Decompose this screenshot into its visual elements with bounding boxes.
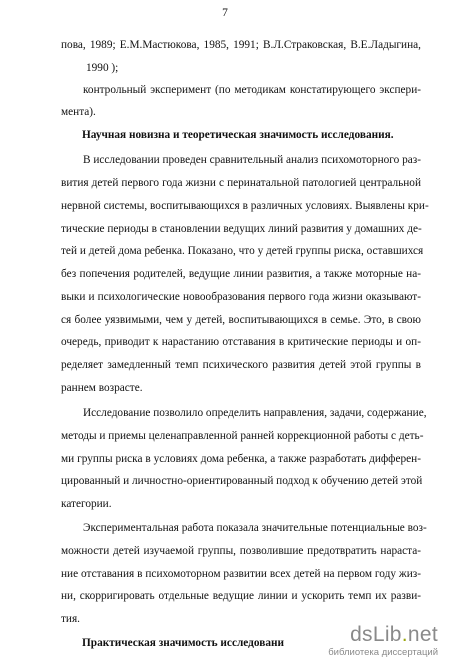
- text-line: ни, скорригировать отдельные ведущие линии и ускорить темп их разви-: [61, 590, 421, 602]
- text-line: раннем возрасте.: [61, 382, 143, 394]
- dslib-watermark-logo: [328, 624, 438, 658]
- text-line: ние отставания в психомоторном развитии всех детей на первом году жиз-: [61, 568, 421, 580]
- text-line: можности детей изучаемой группы, позволившие предотвратить нараста-: [61, 545, 421, 557]
- text-line: тия.: [61, 613, 81, 625]
- text-line: мента).: [61, 106, 96, 118]
- text-line: пова, 1989; Е.М.Мастюкова, 1985, 1991; В.Л.Страковская, В.Е.Ладыгина,: [61, 39, 421, 51]
- text-line: Исследование позволило определить направления, задачи, содержание,: [83, 407, 427, 419]
- text-line: цированный и личностно-ориентированный подход к обучению детей этой: [61, 475, 423, 487]
- text-line: нервной системы, воспитывающихся в различных условиях. Выявлены кри-: [61, 200, 429, 212]
- text-line: тические периоды в становлении ведущих линий развития у домашних де-: [61, 223, 422, 235]
- section-heading-practical: Практическая значимость исследовани: [82, 637, 285, 649]
- section-heading-novelty: Научная новизна и теоретическая значимость исследования.: [82, 129, 394, 141]
- text-line: методы и приемы целенаправленной ранней коррекционной работы с деть-: [61, 430, 424, 442]
- text-line: без попечения родителей, ведущие линии развития, а также моторные на-: [61, 268, 421, 280]
- text-line: ределяет замедленный темп психического развития детей этой группы в: [61, 359, 421, 371]
- text-line: В исследовании проведен сравнительный анализ психомоторного раз-: [83, 154, 421, 166]
- text-line: выки и психологические новообразования первого года жизни оказывают-: [61, 291, 421, 303]
- page-number: 7: [222, 7, 228, 19]
- text-line: вития детей первого года жизни с перинатальной патологией центральной: [61, 177, 421, 189]
- text-line: ся более уязвимыми, чем у детей, воспитывающихся в семье. Это, в свою: [61, 314, 421, 326]
- text-line: категории.: [61, 498, 112, 510]
- text-line: 1990 );: [86, 62, 119, 74]
- watermark-subtitle: библиотека диссертаций: [328, 647, 438, 658]
- text-line: очередь, приводит к нарастанию отставания в критические периоды и оп-: [61, 336, 421, 348]
- text-line: тей и детей дома ребенка. Показано, что у детей группы риска, оставшихся: [61, 245, 424, 257]
- text-line: Экспериментальная работа показала значительные потенциальные воз-: [83, 522, 427, 534]
- text-line: ми группы риска в условиях дома ребенка, а также разработать дифферен-: [61, 453, 421, 465]
- text-line: контрольный эксперимент (по методикам констатирующего экспери-: [83, 84, 421, 96]
- watermark-brand: dsLib.net: [350, 623, 438, 646]
